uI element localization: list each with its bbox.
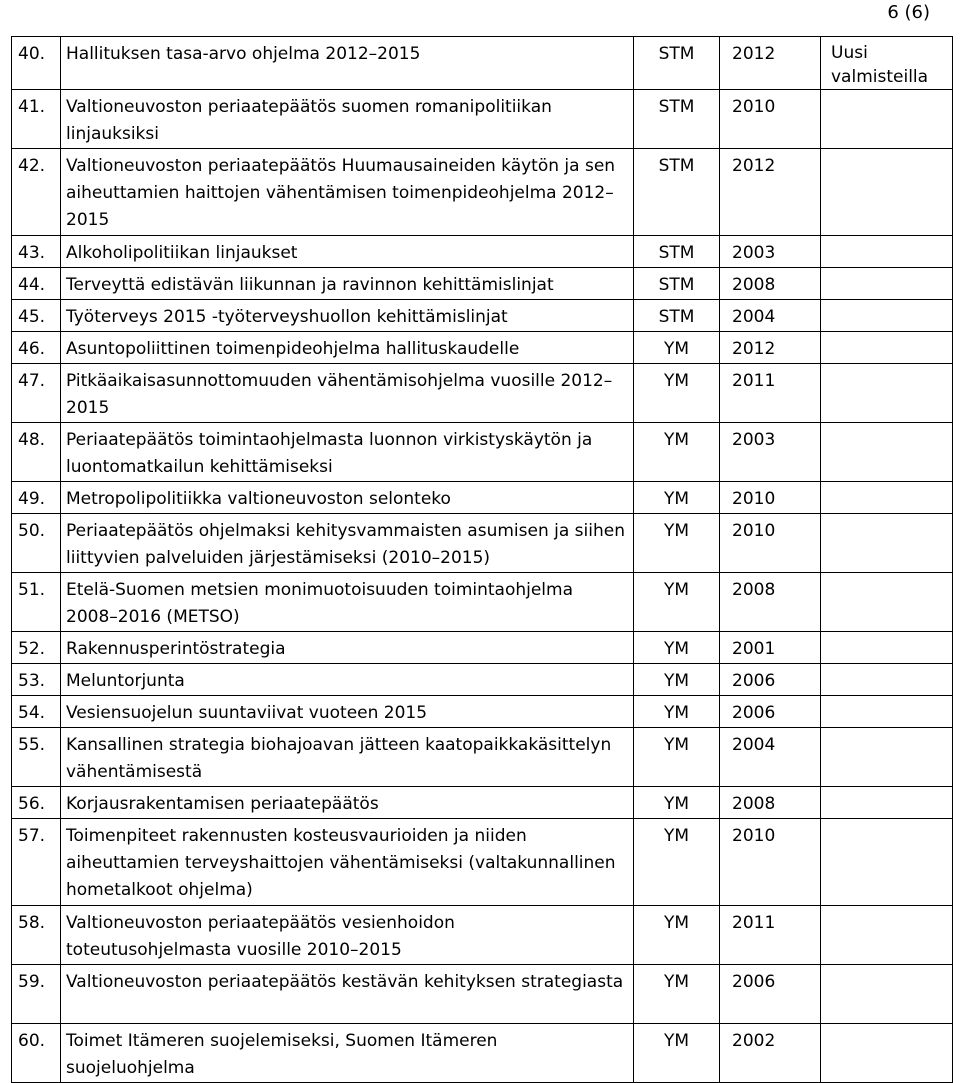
row-note — [821, 423, 953, 482]
row-title: Valtioneuvoston periaatepäätös kestävän kehityksen strategiasta — [61, 965, 634, 1024]
row-year: 2008 — [720, 573, 821, 632]
row-number: 56. — [12, 787, 61, 819]
row-note — [821, 965, 953, 1024]
row-ministry: YM — [634, 482, 720, 514]
row-year: 2003 — [720, 423, 821, 482]
row-title: Periaatepäätös ohjelmaksi kehitysvammaisten asumisen ja siihen liittyvien palveluiden järjestämiseksi (2010–2015) — [61, 514, 634, 573]
row-note — [821, 632, 953, 664]
row-ministry: STM — [634, 300, 720, 332]
table-row — [12, 664, 953, 696]
table-row — [12, 696, 953, 728]
table-row — [12, 332, 953, 364]
row-number: 45. — [12, 300, 61, 332]
row-number: 51. — [12, 573, 61, 632]
row-number: 43. — [12, 236, 61, 268]
row-year: 2011 — [720, 364, 821, 423]
row-note — [821, 514, 953, 573]
row-title: Meluntorjunta — [61, 664, 634, 696]
row-note — [821, 90, 953, 149]
row-ministry: YM — [634, 1024, 720, 1083]
row-ministry: STM — [634, 149, 720, 236]
row-note — [821, 364, 953, 423]
row-year: 2012 — [720, 37, 821, 90]
table-row — [12, 787, 953, 819]
row-note — [821, 573, 953, 632]
row-number: 54. — [12, 696, 61, 728]
row-note: Uusi valmisteilla — [821, 37, 953, 90]
row-ministry: YM — [634, 819, 720, 906]
table-row — [12, 1024, 953, 1083]
table-row — [12, 236, 953, 268]
row-number: 58. — [12, 906, 61, 965]
row-title: Metropolipolitiikka valtioneuvoston selonteko — [61, 482, 634, 514]
row-ministry: YM — [634, 573, 720, 632]
row-number: 57. — [12, 819, 61, 906]
row-note — [821, 696, 953, 728]
row-number: 55. — [12, 728, 61, 787]
row-note — [821, 236, 953, 268]
row-title: Kansallinen strategia biohajoavan jätteen kaatopaikkakäsittelyn vähentämisestä — [61, 728, 634, 787]
table-row — [12, 423, 953, 482]
row-ministry: YM — [634, 787, 720, 819]
row-note — [821, 728, 953, 787]
row-year: 2002 — [720, 1024, 821, 1083]
row-title: Korjausrakentamisen periaatepäätös — [61, 787, 634, 819]
row-ministry: YM — [634, 906, 720, 965]
row-note — [821, 482, 953, 514]
row-title: Asuntopoliittinen toimenpideohjelma hallituskaudelle — [61, 332, 634, 364]
row-title: Pitkäaikaisasunnottomuuden vähentämisohjelma vuosille 2012–2015 — [61, 364, 634, 423]
row-number: 44. — [12, 268, 61, 300]
row-note — [821, 787, 953, 819]
row-ministry: YM — [634, 423, 720, 482]
page-number: 6 (6) — [887, 2, 930, 23]
row-ministry: STM — [634, 37, 720, 90]
row-title: Valtioneuvoston periaatepäätös vesienhoidon toteutusohjelmasta vuosille 2010–2015 — [61, 906, 634, 965]
row-title: Valtioneuvoston periaatepäätös Huumausaineiden käytön ja sen aiheuttamien haittojen vähentämisen toimenpideohjelma 2012–2015 — [61, 149, 634, 236]
row-note — [821, 819, 953, 906]
table-row — [12, 364, 953, 423]
row-ministry: STM — [634, 90, 720, 149]
row-ministry: STM — [634, 268, 720, 300]
row-number: 59. — [12, 965, 61, 1024]
row-year: 2011 — [720, 906, 821, 965]
row-ministry: YM — [634, 514, 720, 573]
table-row — [12, 728, 953, 787]
row-year: 2010 — [720, 514, 821, 573]
row-number: 53. — [12, 664, 61, 696]
row-title: Etelä-Suomen metsien monimuotoisuuden toimintaohjelma 2008–2016 (METSO) — [61, 573, 634, 632]
row-number: 41. — [12, 90, 61, 149]
row-number: 50. — [12, 514, 61, 573]
row-title: Alkoholipolitiikan linjaukset — [61, 236, 634, 268]
row-note — [821, 300, 953, 332]
row-note — [821, 332, 953, 364]
row-ministry: YM — [634, 696, 720, 728]
row-year: 2001 — [720, 632, 821, 664]
table-row — [12, 573, 953, 632]
row-ministry: STM — [634, 236, 720, 268]
row-year: 2006 — [720, 664, 821, 696]
table-row — [12, 268, 953, 300]
row-title: Terveyttä edistävän liikunnan ja ravinnon kehittämislinjat — [61, 268, 634, 300]
row-ministry: YM — [634, 632, 720, 664]
table-row — [12, 632, 953, 664]
row-number: 48. — [12, 423, 61, 482]
row-title: Periaatepäätös toimintaohjelmasta luonnon virkistyskäytön ja luontomatkailun kehittämiseksi — [61, 423, 634, 482]
row-ministry: YM — [634, 364, 720, 423]
table-row — [12, 482, 953, 514]
row-ministry: YM — [634, 332, 720, 364]
row-title: Vesiensuojelun suuntaviivat vuoteen 2015 — [61, 696, 634, 728]
row-year: 2004 — [720, 728, 821, 787]
row-title: Työterveys 2015 -työterveyshuollon kehittämislinjat — [61, 300, 634, 332]
table-row — [12, 514, 953, 573]
row-year: 2006 — [720, 965, 821, 1024]
row-number: 42. — [12, 149, 61, 236]
row-number: 49. — [12, 482, 61, 514]
row-title: Valtioneuvoston periaatepäätös suomen romanipolitiikan linjauksiksi — [61, 90, 634, 149]
row-note — [821, 149, 953, 236]
row-number: 46. — [12, 332, 61, 364]
row-note — [821, 906, 953, 965]
table-row — [12, 149, 953, 236]
row-year: 2012 — [720, 332, 821, 364]
row-number: 47. — [12, 364, 61, 423]
row-ministry: YM — [634, 965, 720, 1024]
row-title: Rakennusperintöstrategia — [61, 632, 634, 664]
row-year: 2008 — [720, 787, 821, 819]
table-row — [12, 37, 953, 90]
row-number: 60. — [12, 1024, 61, 1083]
row-title: Hallituksen tasa-arvo ohjelma 2012–2015 — [61, 37, 634, 90]
row-number: 40. — [12, 37, 61, 90]
row-year: 2010 — [720, 482, 821, 514]
row-year: 2006 — [720, 696, 821, 728]
row-ministry: YM — [634, 728, 720, 787]
row-year: 2010 — [720, 90, 821, 149]
table-row — [12, 965, 953, 1024]
table-row — [12, 90, 953, 149]
row-year: 2004 — [720, 300, 821, 332]
table-row — [12, 819, 953, 906]
table-row — [12, 300, 953, 332]
row-year: 2012 — [720, 149, 821, 236]
row-number: 52. — [12, 632, 61, 664]
row-ministry: YM — [634, 664, 720, 696]
row-title: Toimet Itämeren suojelemiseksi, Suomen Itämeren suojeluohjelma — [61, 1024, 634, 1083]
row-year: 2010 — [720, 819, 821, 906]
row-year: 2003 — [720, 236, 821, 268]
row-note — [821, 1024, 953, 1083]
row-note — [821, 268, 953, 300]
row-title: Toimenpiteet rakennusten kosteusvaurioiden ja niiden aiheuttamien terveyshaittojen vähentämiseksi (valtakunnallinen hometalkoot ohjelma) — [61, 819, 634, 906]
row-note — [821, 664, 953, 696]
row-year: 2008 — [720, 268, 821, 300]
table-row — [12, 906, 953, 965]
document-table — [11, 36, 953, 1083]
